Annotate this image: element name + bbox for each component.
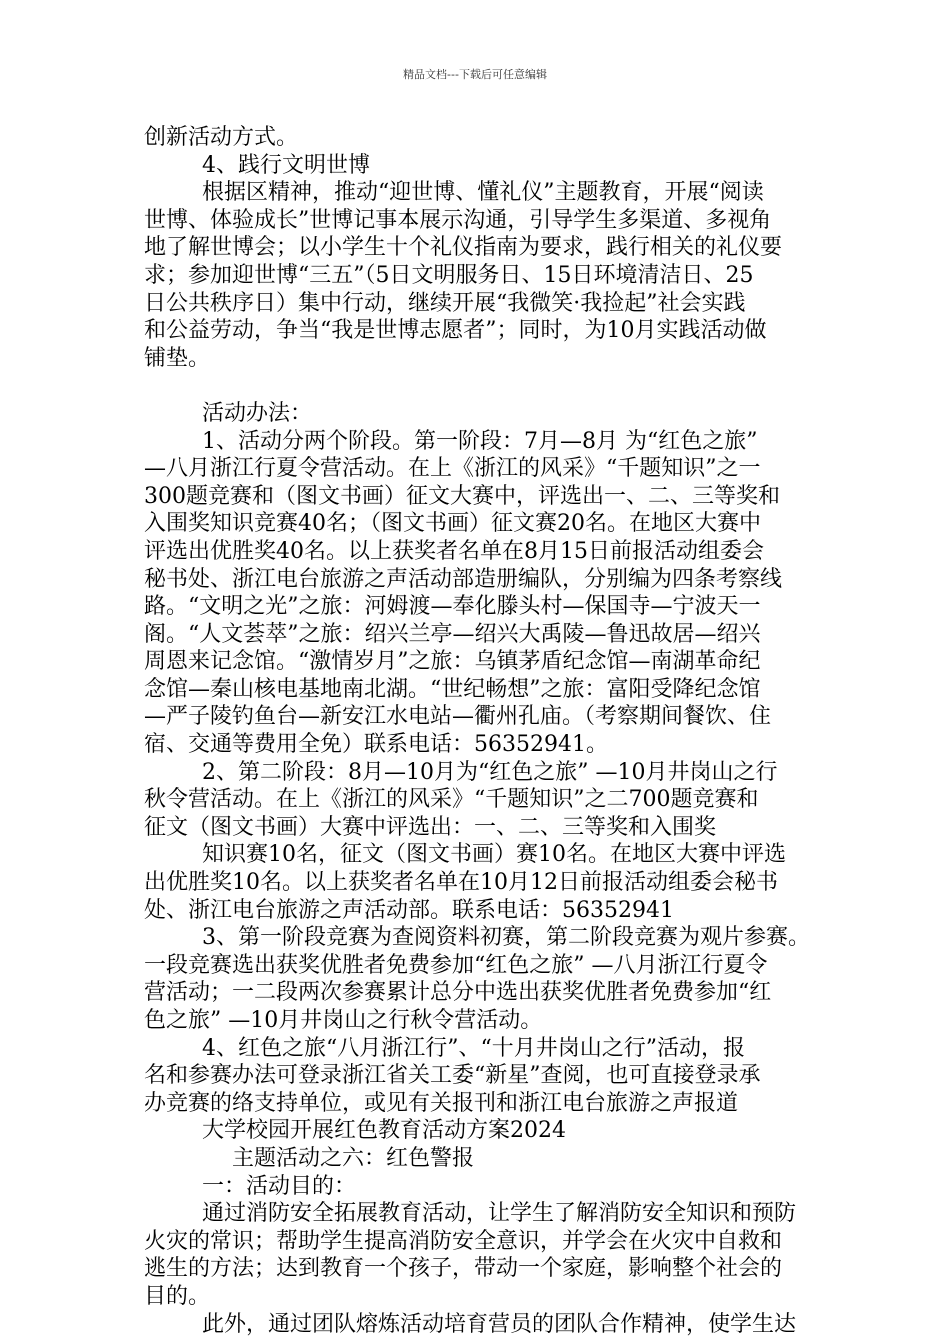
text-line: 铺垫。	[144, 345, 211, 371]
text-line: 出优胜奖10名。以上获奖者名单在10月12日前报活动组委会秘书	[144, 870, 778, 896]
text-line: 4、践行文明世博	[202, 152, 370, 178]
text-line: 路。“文明之光”之旅：河姆渡—奉化滕头村—保国寺—宁波天一	[144, 594, 761, 620]
document-body	[144, 124, 834, 1338]
blank-line	[144, 372, 834, 400]
text-line: 300题竞赛和（图文书画）征文大赛中，评选出一、二、三等奖和	[144, 483, 780, 509]
text-line: 世博、体验成长”世博记事本展示沟通，引导学生多渠道、多视角	[144, 207, 772, 233]
text-line: 宿、交通等费用全免）联系电话：56352941。	[144, 732, 608, 758]
text-line: 知识赛10名，征文（图文书画）赛10名。在地区大赛中评选	[202, 842, 786, 868]
text-line: —八月浙江行夏令营活动。在上《浙江的风采》“千题知识”之一	[144, 456, 761, 482]
text-line: 4、红色之旅“八月浙江行”、“十月井岗山之行”活动，报	[202, 1035, 745, 1061]
text-line: 念馆—秦山核电基地南北湖。“世纪畅想”之旅：富阳受降纪念馆	[144, 676, 761, 702]
text-line: 色之旅” —10月井岗山之行秋令营活动。	[144, 1008, 543, 1033]
text-line: 处、浙江电台旅游之声活动部。联系电话：56352941	[144, 897, 674, 923]
text-line: 评选出优胜奖40名。以上获奖者名单在8月15日前报活动组委会	[144, 538, 764, 564]
text-line: 2、第二阶段：8月—10月为“红色之旅” —10月井岗山之行	[202, 759, 778, 785]
text-line: 一：活动目的：	[202, 1173, 357, 1199]
text-line: 日公共秩序日）集中行动，继续开展“我微笑·我捡起”社会实践	[144, 290, 746, 316]
text-line: 名和参赛办法可登录浙江省关工委“新星”查阅，也可直接登录承	[144, 1063, 761, 1089]
page-header: 精品文档---下载后可任意编辑	[403, 68, 547, 81]
text-line: 办竞赛的络支持单位，或见有关报刊和浙江电台旅游之声报道	[144, 1090, 739, 1116]
text-line: 和公益劳动，争当“我是世博志愿者”；同时，为10月实践活动做	[144, 318, 767, 344]
text-line: —严子陵钓鱼台—新安江水电站—衢州孔庙。（考察期间餐饮、住	[144, 704, 772, 730]
text-line: 逃生的方法；达到教育一个孩子，带动一个家庭，影响整个社会的	[144, 1256, 783, 1282]
text-line: 地了解世博会；以小学生十个礼仪指南为要求，践行相关的礼仪要	[144, 235, 783, 261]
text-line: 求；参加迎世博“三五”（5日文明服务日、15日环境清洁日、25	[144, 262, 754, 288]
text-line: 征文（图文书画）大赛中评选出：一、二、三等奖和入围奖	[144, 814, 717, 840]
text-line: 大学校园开展红色教育活动方案2024	[202, 1118, 566, 1144]
text-line: 3、第一阶段竞赛为查阅资料初赛，第二阶段竞赛为观片参赛。	[202, 925, 810, 951]
text-line: 阁。“人文荟萃”之旅：绍兴兰亭—绍兴大禹陵—鲁迅故居—绍兴	[144, 621, 761, 647]
text-line: 营活动；一二段两次参赛累计总分中选出获奖优胜者免费参加“红	[144, 980, 772, 1006]
text-line: 火灾的常识；帮助学生提高消防安全意识，并学会在火灾中自救和	[144, 1228, 783, 1254]
text-line: 秋令营活动。在上《浙江的风采》“千题知识”之二700题竞赛和	[144, 787, 759, 813]
text-line: 周恩来记念馆。“激情岁月”之旅：乌镇茅盾纪念馆—南湖革命纪	[144, 649, 761, 675]
text-line: 创新活动方式。	[144, 125, 299, 150]
text-line: 根据区精神，推动“迎世博、懂礼仪”主题教育，开展“阅读	[202, 180, 764, 206]
text-line: 一段竞赛选出获奖优胜者免费参加“红色之旅” —八月浙江行夏令	[144, 952, 768, 978]
text-line: 此外，通过团队熔炼活动培育营员的团队合作精神，使学生达	[202, 1311, 797, 1337]
text-line: 入围奖知识竞赛40名；（图文书画）征文赛20名。在地区大赛中	[144, 511, 761, 537]
text-line: 秘书处、浙江电台旅游之声活动部造册编队，分别编为四条考察线	[144, 566, 783, 592]
text-line: 目的。	[144, 1283, 211, 1309]
text-line: 活动办法：	[202, 400, 313, 426]
text-line: 通过消防安全拓展教育活动，让学生了解消防安全知识和预防	[202, 1201, 797, 1227]
text-line: 主题活动之六：红色警报	[232, 1145, 475, 1171]
text-line: 1、活动分两个阶段。第一阶段：7月—8月 为“红色之旅”	[202, 428, 758, 454]
